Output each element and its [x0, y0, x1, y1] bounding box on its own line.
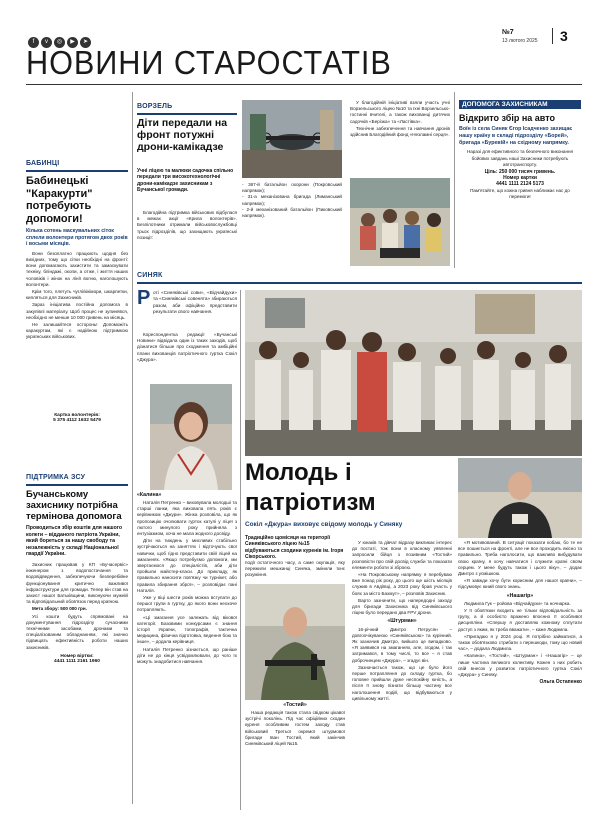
section-rule — [137, 113, 237, 115]
bullet-item: - 2-й механізований батальйон (Пиковський напрямок). — [242, 206, 342, 219]
kalyna-photo — [150, 384, 232, 490]
divider — [240, 290, 241, 810]
kalyna-photo-image — [150, 384, 232, 490]
section-label: ДОПОМОГА ЗАХИСНИКАМ — [459, 100, 581, 109]
body: Благодійна підтримка військових відбулася в межах акції «Крила волонтерів». Безпілотники отримали військовослужбовці трьох підрозділів, що захищають українські позиції: — [137, 210, 237, 240]
section-label: ВОРЗЕЛЬ — [137, 103, 173, 110]
paragraph: «На Покровському напрямку я перебуваю вже понад рік року, до цього ще шість місяців служив в Авдіївці, а 2023 року брав участь у боях за місто Бахмут», – розповів Захисник. — [352, 572, 452, 596]
dropcap: Р — [137, 287, 151, 309]
paragraph: Вони безоплатно працюють щодня без вихідних, тому що сітки необхідні на фронті: вони допомагають захистити та замаскувати техніку, бліндажі, окопи, а отже, і життя наших чоловіків і жінок на лінії вогню, наголошують волонтери. — [26, 250, 128, 287]
section-label: БАБИНЦІ — [26, 160, 60, 167]
section-label: СИНЯК — [137, 272, 163, 279]
big-title: Молодь і патріотизм — [245, 459, 376, 516]
synyak-lead: Традиційно щомісяця на території Синяківського ліцею №15 відбуваються сходини куренів ім. Ігоря Сікорського. — [245, 535, 344, 561]
intro-text: оті «Синяківські сови», «Відчайдухи» та «Синяківські совенята» збираються разом, аби офіційно представити результати свого навчання. — [153, 290, 237, 315]
drone-photo-1 — [242, 100, 342, 178]
instagram-icon[interactable]: ◎ — [54, 37, 65, 48]
paragraph: Захисник працював у КП «Бучасервіс» інженером з водопостачання та водовідведення, забезпечуючи безперебійне функціонування критично важливої інфраструктури для громади. Тепер він став на захист нашої Батьківщини, виконуючи мужній та відповідальний обов'язок перед країною. — [26, 561, 128, 605]
paragraph: Варто зазначити, що напередодні заходу для бригади Захисника від Синяківського ліцею було передано два FPV дрони. — [352, 597, 452, 616]
drone-photo-1-image — [242, 100, 342, 178]
masthead-rule — [26, 84, 582, 85]
lead: Проводиться збір коштів для нашого колеги – відданого патріота України, який бореться за нашу свободу та незалежність у складі Національної гвардії України. — [26, 525, 123, 558]
paragraph: Технічне забезпечення та навчання дронів здійснив Благодійний фонд «Незламні серця». — [350, 125, 450, 138]
paragraph: У юнаків та дівчат відразу викликає інтерес до постаті, тож вони в класному уявленні запросили бійця з позивним «Тостий» розповісти про свій досвід служби та показати елементи роботи зі зброєю. — [352, 540, 452, 570]
tostiy-body: Наша редакція також стала свідком цікавої зустрічі поколінь. Під час офіційних сходин куреня особливим гостем заходу став військовий Третьої окремої штурмової бригади Іван Тостий, який закінчив Синяківський ліцей №15. — [245, 710, 345, 747]
section-label: ПІДТРИМКА ЗСУ — [26, 474, 86, 481]
caption-nashagir: «Нашагір» — [506, 592, 534, 599]
tostiy-photo-image — [245, 584, 345, 700]
paragraph: Наталія Петренко зізнається, що раніше діти не до кінця усвідомлювали, до чого їх можуть знадобитися навчання. — [137, 646, 237, 665]
section-rule — [26, 484, 128, 486]
lead: Учні ліцею та малюки садочка спільно передали три високотехнологічні дрони-камікадзе захисникам з Бучанської громади. — [137, 168, 234, 194]
babynci-article — [26, 160, 128, 470]
paragraph: Не залишайтеся осторонь! Допоможіть каракуртам, які є надійною підтримкою українських військових. — [26, 322, 128, 340]
page-number: 3 — [560, 28, 568, 44]
drone-photo-2-image — [350, 178, 450, 266]
col4 — [458, 540, 582, 810]
bullet-item: - 367-й батальйон охорони (Покровський напрямок); — [242, 182, 342, 194]
kalyna-text — [137, 500, 237, 810]
section-rule — [137, 282, 582, 284]
account-number: 4441 1111 2161 1960 — [54, 658, 100, 664]
card-number: 5 375 4112 1632 5479 — [53, 417, 101, 423]
caption-tostiy: «Тостий» — [283, 702, 307, 708]
paragraph: 16-річний Дмитро Петрусян – довгоочікуваною «Синяківською» та курінний. Як зазначив Дмитро, вийшло це випадково. «Я заявився на змаганнях, але, згодом, і так затримався, в тому числі, то все – я став доброчинцем «Джура», – згадує він. — [352, 626, 452, 663]
outro: Пам'ятайте, що кожна гривня наближає нас до перемоги! — [470, 188, 570, 200]
card-number: 4441 1111 2124 5173 — [496, 181, 544, 187]
goal: Мета збору: 500 000 грн. — [32, 606, 87, 612]
divider — [454, 92, 455, 268]
group-photo-image — [245, 290, 582, 456]
account-label: Номер віртки: — [60, 653, 94, 659]
p1: Кореспондентка редакції «Бучанські Новини» відвідала один із таких заходів, щоб дізнатися більше про сходження та амбіційні плани вихованців патріотичного гуртка Сокіл «Джура». — [137, 332, 237, 362]
youtube-icon[interactable]: ▶ — [67, 37, 78, 48]
right-top-article — [459, 100, 581, 268]
telegram-icon[interactable]: ➤ — [80, 37, 91, 48]
body — [26, 251, 128, 411]
paragraph: Людмила Гук – ройова «Відчайдухи» та ночнарка. — [464, 600, 571, 606]
paragraph: Діти на тиждень у мисливих стабільно зустрічаються на заняттях і відточують свої навички, щоб гідно представити свій ліцей на змаганнях. «Якщо потребуємо допомоги, ми звертаємося до спеціалістів, аби діти пройшли майстер-класи. До прикладу, як правильно наносити пов'язку чи турнікет, або правила збирання зброї», – розповідає пані Наталія. — [137, 538, 237, 593]
section-rule — [26, 170, 128, 172]
lead2: події остаточного часу, а саме окупація, яку пережили мешканці Синяка, змінили їхнє розуміння. — [245, 560, 345, 578]
bullets — [242, 182, 342, 267]
viber-icon[interactable]: v — [41, 37, 52, 48]
paragraph: Крім того, плетуть чуглі/кікімори, шкарпетки, кипляться для Захисників. — [26, 289, 128, 301]
social-icons — [28, 30, 108, 45]
group-photo — [245, 290, 582, 456]
body2 — [350, 100, 450, 170]
tostiy-photo — [245, 584, 345, 700]
facebook-icon[interactable]: f — [28, 37, 39, 48]
pidtrymka-article — [26, 474, 128, 804]
body — [26, 562, 128, 652]
intro — [153, 290, 237, 330]
paragraph: «Калина», «Тостий», «Штурман» і «Нашагір» – це лише частина великого колективу. Кожен з них робить свій внесок у розвиток патріотичного гуртка Сокіл «Джура» у Синяку. — [458, 653, 582, 678]
subtitle: Сокіл «Джура» виховує свідому молодь у Синяку — [245, 521, 403, 528]
paragraph: Зазначається також, що це було його перше потрапляння до складу гуртка, бо головне прийшли дуже неспокійну юність, а після її знову пізнати більшу частину все наголошення подій, що відбуваються у цивільному житті. — [352, 664, 452, 701]
divider — [552, 28, 553, 44]
paragraph: У благодійній ініціативі взяли участь учні Ворзельського ліцею №10 та їхні Ворзельсько-гостинні вчителі, а також вихованці дитячих садочків «Берізка» та «Ластівка». — [350, 100, 450, 124]
goal: Ціль: 250 000 тисяч гривень. — [484, 169, 556, 175]
paragraph: Усі кошти будуть спрямовані на документування підрозділу сучасними технічними засобами, дронами та спеціалізованим обладнанням, які значно підвищать ефективність роботи наших захисників. — [26, 613, 128, 650]
headline: Бучанському захиснику потрібна термінова допомога — [26, 489, 122, 522]
card-label: Номер картки — [503, 175, 537, 181]
issue-number: №7 — [502, 29, 514, 36]
paragraph: Наталія Петренко – виховувала молодші та старші ланки, яка виховала пять років є керівником «Джури». Жінка розповіла, що як пропозицію очолювати гурток катулі у ліцеї з лютого минулого року прийняла з ентузіазмом, хоча не мала жодного досвіду. — [137, 500, 237, 537]
paragraph: У її обов'язки входить не тільки відповідальність за групу, а й особисто вражено впоєнно її особливої дисципліни. «Спершу я доставляю кожному сплутати доступ з яким, як треба вважати», – каже Людмила. — [458, 608, 582, 632]
headline: Діти передали на фронт потужні дрони-камікадзе — [137, 117, 228, 153]
issue-date: 13 лютого 2025 — [502, 38, 538, 44]
headline: Відкрито збір на авто — [459, 113, 555, 123]
body: Наразі для ефективного та безпечного виконання бойових завдань наші Захисники потребують автотранспорту. — [466, 149, 574, 167]
paragraph: «Я мотивований. В ситуації показати кобаю, бо те не все пошиється на фронті, але не все проходить якісно та правильно. Треба наголосити, що важливо вибудувати свою країну, я хочу навчатися і служити країні своїм серцем. У мене будуть також і цього віку», – додає Дмитро з усмішкою. — [458, 540, 582, 577]
shturman-photo-image — [458, 458, 582, 538]
col3 — [352, 540, 452, 810]
paragraph: Уже у віці шести років можна вступати до першої групи в гуртку, до якого вони неохоче потрапляють. — [137, 595, 237, 613]
caption-shturman: «Штурман» — [387, 618, 417, 625]
drone-photo-2 — [350, 178, 450, 266]
paragraph: Зараз ініціатива постійна допомога в закупівлі матеріалу. Щоб процес не зупинявся, необхідно не менше 10 000 гривень на місяць. — [26, 302, 128, 320]
author: Ольга Остапенко — [539, 679, 582, 686]
headline: Бабинецькі "Каракурти" потребують допомоги! — [26, 175, 93, 225]
lead: Кілька сотень маскувальних сіток сплели волонтери протягом двох років і восьми місяців. — [26, 228, 128, 248]
page-title: НОВИНИ СТАРОСТАТІВ — [26, 44, 392, 81]
divider — [132, 92, 133, 804]
shturman-photo — [458, 458, 582, 538]
paragraph: «Пригадаю я у 2024 році. Я потрібно займатися, а також обов'язково стрибати з перешкоди, тому що новий час», – додала Людмила. — [458, 633, 582, 652]
paragraph: «Я завжди хочу бути корисним для нашої країни», – підсумовує юний свого знань. — [458, 578, 582, 590]
paragraph: «Ці змагання усе залежать від вікової категорії. Базовими конкурсами є знання історії України, топографія, тактична медицина, фізична підготовка, ведення бою та інше», – додала керівниця. — [137, 614, 237, 645]
bullet-item: - 31-а механізована бригада (Лиманський напрямок); — [242, 194, 342, 206]
card-label: Картка волонтерів: — [54, 412, 100, 418]
lead: Воїн із села Синяк Єгор Ісадченко захищає нашу країну в складі підрозділу «Борей», бригада «Буревій» на східному напрямку. — [459, 126, 573, 146]
caption-kalyna: «Калина» — [137, 492, 162, 498]
